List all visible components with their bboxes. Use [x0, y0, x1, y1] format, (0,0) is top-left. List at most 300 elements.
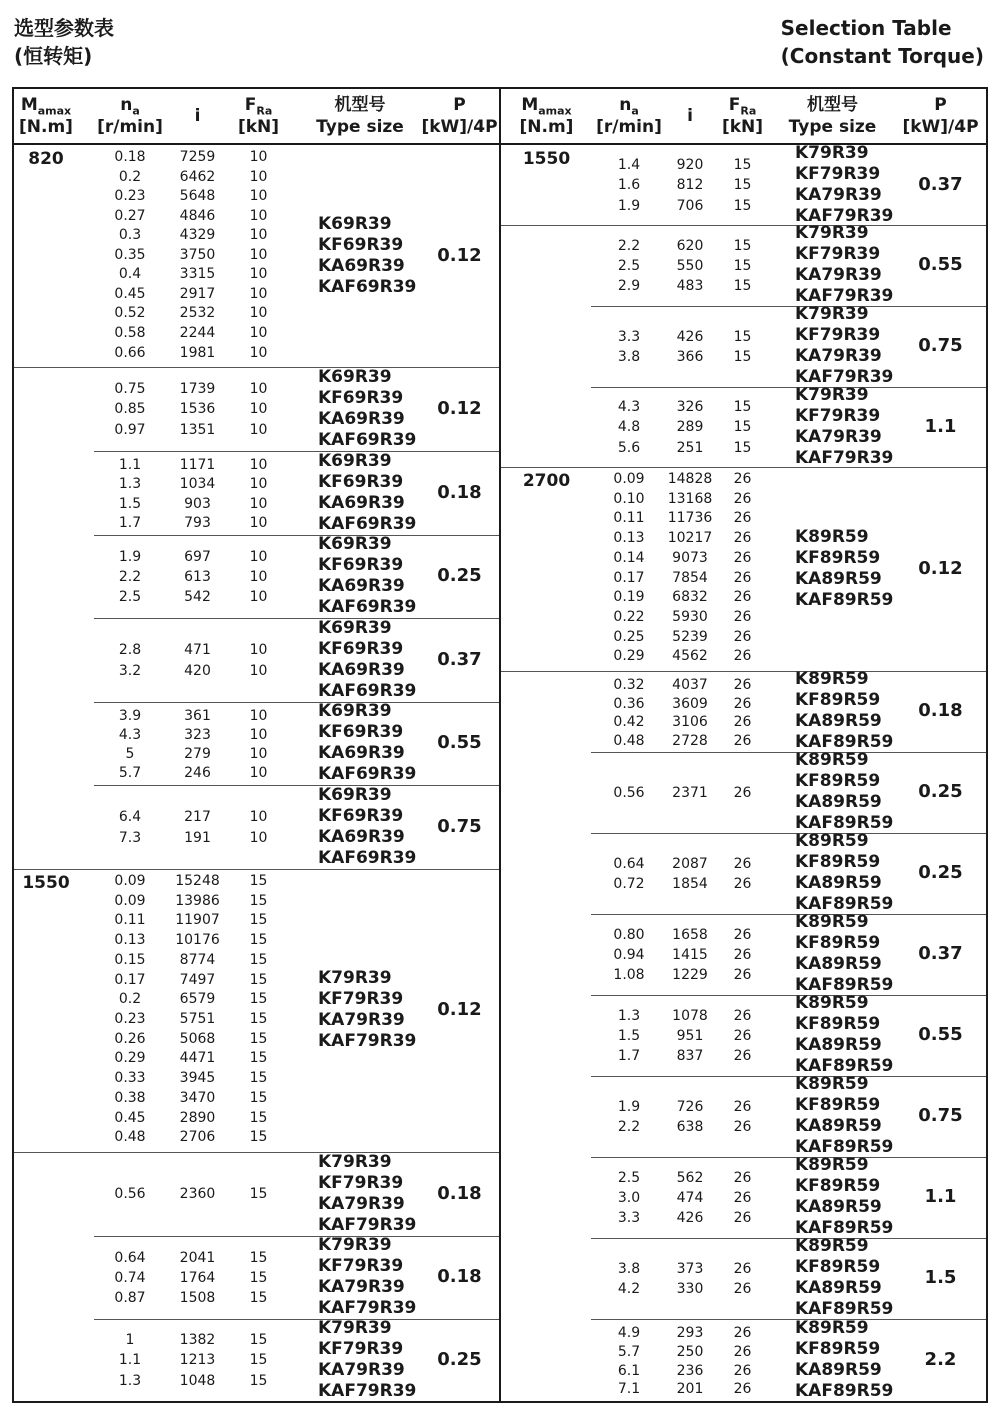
ratio: 217: [184, 809, 211, 826]
output-speed: 0.72: [613, 876, 645, 892]
ratio: 4037: [672, 677, 708, 693]
output-speed: 4.9: [617, 1325, 641, 1341]
ratio: 191: [184, 829, 211, 846]
type-size: KAF89R59: [795, 1056, 894, 1076]
type-size: KAF69R39: [318, 764, 417, 784]
header-subscript: amax: [37, 104, 72, 118]
type-size: KF89R59: [795, 690, 881, 710]
ratio: 7854: [672, 569, 708, 586]
header-text: [N.m]: [19, 117, 73, 137]
type-size: KA79R39: [795, 346, 882, 366]
radial-load: 10: [249, 727, 268, 743]
header-text: 机型号: [334, 95, 386, 115]
header-text: Type size: [316, 117, 404, 137]
type-size-list: [318, 1318, 416, 1402]
ratio: 361: [184, 708, 211, 724]
header-text: i: [687, 106, 693, 126]
column-header-line: [21, 94, 71, 116]
radial-load: 10: [249, 207, 268, 224]
ratio: 10176: [175, 932, 220, 949]
column-header-m: [14, 89, 78, 143]
radial-load: 15: [733, 157, 752, 174]
output-speed: 5.7: [118, 765, 142, 781]
output-speed: 3.0: [617, 1189, 641, 1206]
output-speed: 0.2: [118, 168, 142, 185]
type-size: KF89R59: [795, 1257, 881, 1277]
header-rule: [501, 143, 986, 145]
ratio: 2087: [672, 855, 708, 872]
type-size: KAF69R39: [318, 847, 417, 868]
group-divider: [94, 785, 499, 786]
motor-power: 0.12: [918, 557, 963, 579]
output-speed: 0.32: [613, 677, 645, 693]
radial-load: 26: [733, 1260, 752, 1277]
output-speed: 0.27: [114, 207, 146, 224]
type-size-list: [318, 534, 416, 618]
output-speed: 0.58: [114, 324, 146, 341]
type-size: KAF69R39: [318, 513, 417, 534]
type-size: K89R59: [795, 993, 869, 1013]
output-speed: 3.2: [118, 662, 142, 679]
output-speed: 0.64: [114, 1249, 146, 1266]
motor-power: 0.37: [918, 943, 963, 964]
output-speed: 2.8: [118, 642, 142, 659]
output-speed: 0.85: [114, 401, 146, 418]
title-cn: 选型参数表: [14, 16, 114, 40]
ratio: 793: [184, 514, 211, 531]
column-header-line: [520, 116, 574, 138]
type-size: KA69R39: [318, 826, 405, 847]
type-size: KF79R39: [795, 163, 881, 184]
radial-load: 15: [249, 892, 268, 909]
type-size: KA89R59: [795, 1359, 882, 1380]
radial-load: 26: [733, 1325, 752, 1341]
ratio: 5751: [179, 1011, 216, 1027]
output-speed: 0.87: [114, 1290, 146, 1307]
type-size: KAF89R59: [795, 589, 894, 610]
motor-power: 1.1: [924, 1186, 957, 1207]
motor-power: 0.12: [437, 244, 482, 266]
output-speed: 0.17: [613, 569, 645, 586]
column-header-na: [597, 89, 661, 143]
ratio: 2371: [672, 784, 708, 801]
radial-load: 10: [249, 246, 268, 263]
output-speed: 0.64: [613, 855, 645, 872]
output-speed: 1.3: [617, 1007, 641, 1024]
type-size: KAF79R39: [795, 447, 894, 468]
type-size: KF89R59: [795, 852, 881, 872]
output-speed: 0.36: [613, 695, 645, 712]
type-size: KF79R39: [318, 1338, 404, 1359]
column-header-type: [300, 89, 420, 143]
type-size: K89R59: [795, 526, 869, 547]
output-speed: 4.3: [617, 399, 641, 416]
output-speed: 0.29: [613, 648, 645, 665]
motor-power: 0.25: [918, 862, 963, 883]
radial-load: 10: [249, 514, 268, 531]
radial-load: 10: [249, 589, 268, 606]
radial-load: 15: [733, 257, 752, 274]
type-size-list: [318, 1235, 416, 1319]
ratio: 542: [184, 589, 211, 606]
ratio: 1034: [179, 476, 216, 493]
column-header-type: [770, 89, 895, 143]
ratio: 1382: [179, 1332, 216, 1348]
column-header-p: [422, 89, 497, 143]
ratio: 5239: [672, 628, 708, 645]
output-speed: 0.22: [613, 608, 645, 625]
type-size: K69R39: [318, 784, 392, 805]
type-size-list: [795, 750, 893, 834]
output-speed: 6.1: [617, 1362, 641, 1379]
type-size: K89R59: [795, 912, 869, 932]
output-speed: 1.6: [617, 177, 641, 194]
type-size-list: [795, 1318, 893, 1402]
radial-load: 26: [733, 1098, 752, 1115]
ratio: 550: [676, 257, 704, 274]
output-speed: 4.8: [617, 419, 641, 436]
output-speed: 0.2: [118, 991, 142, 1008]
header-text: n: [619, 95, 632, 115]
ratio: 2244: [179, 324, 216, 341]
radial-load: 15: [249, 1129, 268, 1146]
output-speed: 1.9: [617, 1098, 641, 1115]
type-size-list: [318, 968, 416, 1052]
type-size: KA79R39: [318, 1010, 405, 1030]
column-header-na: [97, 89, 163, 143]
ratio: 613: [184, 568, 211, 585]
output-speed: 3.8: [617, 1260, 641, 1277]
type-size: K79R39: [795, 384, 869, 405]
output-speed: 0.45: [114, 285, 146, 302]
type-size: KF79R39: [795, 325, 881, 345]
ratio: 326: [676, 399, 704, 416]
ratio: 420: [184, 662, 211, 679]
column-header-line: [934, 94, 946, 116]
group-divider: [94, 535, 499, 536]
ratio: 1739: [179, 381, 216, 398]
header-text: [kN]: [721, 117, 764, 137]
radial-load: 26: [733, 1281, 752, 1297]
output-speed: 0.48: [613, 732, 645, 749]
output-speed: 7.3: [118, 829, 142, 846]
radial-load: 15: [249, 1332, 268, 1348]
column-header-fra: [235, 89, 282, 143]
radial-load: 15: [249, 932, 268, 949]
ratio: 1078: [672, 1007, 708, 1024]
radial-load: 15: [249, 991, 268, 1008]
type-size: KF79R39: [318, 1172, 404, 1193]
ratio: 4471: [179, 1050, 216, 1067]
type-size-list: [795, 912, 893, 996]
ratio: 1854: [672, 876, 708, 892]
radial-load: 26: [733, 628, 752, 645]
type-size: K69R39: [318, 534, 392, 554]
radial-load: 10: [249, 381, 268, 398]
type-size: K89R59: [795, 1074, 869, 1094]
type-size: KA79R39: [795, 426, 882, 447]
type-size: KAF89R59: [795, 894, 894, 914]
type-size: K69R39: [318, 701, 392, 721]
type-size: KAF79R39: [795, 367, 894, 387]
type-size-list: [795, 669, 893, 753]
type-size: KA89R59: [795, 954, 882, 974]
ratio: 920: [676, 157, 704, 174]
header-text: [kW]/4P: [421, 117, 498, 137]
radial-load: 10: [249, 829, 268, 846]
type-size: KA69R39: [318, 659, 405, 680]
output-speed: 0.29: [114, 1050, 146, 1067]
radial-load: 26: [733, 589, 752, 606]
ratio: 2041: [179, 1249, 216, 1266]
output-speed: 0.42: [613, 714, 645, 730]
group-divider: [591, 387, 986, 388]
radial-load: 10: [249, 708, 268, 724]
header-text: P: [453, 95, 466, 115]
torque-value: 1550: [522, 149, 571, 169]
radial-load: 15: [733, 197, 752, 214]
type-size-list: [795, 223, 893, 307]
radial-load: 26: [733, 946, 752, 963]
radial-load: 15: [249, 1011, 268, 1027]
group-divider: [591, 1076, 986, 1077]
type-size: KA69R39: [318, 408, 405, 429]
ratio: 4562: [672, 648, 708, 665]
ratio: 366: [676, 349, 704, 365]
type-size: KAF79R39: [318, 1031, 417, 1051]
column-header-line: [19, 116, 73, 138]
type-size-list: [318, 701, 416, 785]
ratio: 13986: [175, 892, 220, 909]
ratio: 3609: [672, 695, 708, 712]
radial-load: 26: [733, 608, 752, 625]
radial-load: 10: [249, 568, 268, 585]
type-size: KF89R59: [795, 1014, 881, 1034]
header-text: F: [244, 95, 257, 115]
radial-load: 26: [733, 1169, 752, 1186]
ratio: 6462: [179, 168, 216, 185]
type-size: K79R39: [795, 142, 869, 163]
ratio: 201: [676, 1381, 704, 1398]
radial-load: 15: [249, 1186, 268, 1203]
output-speed: 3.9: [118, 708, 142, 724]
type-size: KA89R59: [795, 873, 882, 893]
column-header-line: [195, 105, 201, 127]
radial-load: 10: [249, 746, 268, 762]
output-speed: 3.8: [617, 349, 641, 365]
type-size: KF89R59: [795, 1338, 881, 1359]
ratio: 3945: [179, 1070, 216, 1087]
ratio: 289: [676, 419, 704, 436]
radial-load: 10: [249, 149, 268, 165]
group-divider: [501, 671, 986, 672]
header-subscript: a: [631, 104, 639, 118]
ratio: 13168: [667, 490, 713, 507]
output-speed: 2.5: [617, 1169, 641, 1186]
radial-load: 26: [733, 732, 752, 749]
type-size-list: [795, 993, 893, 1077]
panel-divider: [499, 87, 501, 1403]
radial-load: 10: [249, 421, 268, 438]
type-size: KAF69R39: [318, 680, 417, 701]
ratio: 330: [676, 1281, 704, 1297]
radial-load: 10: [249, 548, 268, 565]
radial-load: 15: [733, 439, 752, 456]
header-left: [14, 14, 114, 70]
output-speed: 1.1: [118, 457, 142, 473]
group-divider: [94, 1236, 499, 1237]
output-speed: 0.09: [114, 892, 146, 909]
output-speed: 0.48: [114, 1129, 146, 1146]
type-size: KA89R59: [795, 1035, 882, 1055]
type-size: KF69R39: [318, 638, 404, 659]
radial-load: 15: [733, 349, 752, 365]
ratio: 706: [676, 197, 704, 214]
radial-load: 26: [733, 510, 752, 527]
type-size: K79R39: [318, 968, 392, 988]
ratio: 251: [676, 439, 704, 456]
ratio: 6579: [179, 991, 216, 1008]
column-header-line: [807, 94, 858, 116]
output-speed: 1.1: [118, 1352, 142, 1369]
output-speed: 0.11: [613, 510, 645, 527]
type-size: KA69R39: [318, 576, 405, 596]
ratio: 812: [676, 177, 704, 194]
radial-load: 26: [733, 569, 752, 586]
radial-load: 26: [733, 695, 752, 712]
radial-load: 26: [733, 1189, 752, 1206]
header-right: [781, 14, 984, 70]
ratio: 5648: [179, 188, 216, 205]
output-speed: 0.38: [114, 1089, 146, 1106]
motor-power: 0.12: [437, 999, 482, 1020]
header-text: P: [934, 95, 947, 115]
type-size: KA89R59: [795, 1278, 882, 1298]
type-size: KAF79R39: [318, 1380, 417, 1401]
type-size-list: [795, 1155, 893, 1239]
radial-load: 10: [249, 344, 268, 361]
column-header-line: [245, 94, 273, 116]
type-size: KAF89R59: [795, 1380, 894, 1401]
ratio: 4329: [179, 227, 216, 244]
type-size: KA89R59: [795, 711, 882, 731]
type-size-list: [318, 367, 416, 451]
type-size: KA79R39: [795, 265, 882, 285]
type-size: K69R39: [318, 366, 392, 387]
ratio: 1351: [179, 421, 216, 438]
type-size: K69R39: [318, 617, 392, 638]
output-speed: 3.3: [617, 328, 641, 345]
header-rule: [14, 143, 499, 145]
output-speed: 0.33: [114, 1070, 146, 1087]
type-size: K89R59: [795, 669, 869, 689]
output-speed: 0.13: [613, 530, 645, 547]
output-speed: 0.75: [114, 381, 146, 398]
type-size: KAF89R59: [795, 1137, 894, 1157]
header-text: [kW]/4P: [902, 117, 979, 137]
column-header-line: [902, 116, 978, 138]
output-speed: 1.5: [617, 1027, 641, 1044]
output-speed: 0.94: [613, 946, 645, 963]
group-divider: [501, 467, 986, 468]
ratio: 8774: [179, 951, 216, 968]
type-size: KA89R59: [795, 1197, 882, 1217]
ratio: 6832: [672, 589, 708, 606]
output-speed: 1.9: [617, 197, 641, 214]
output-speed: 0.23: [114, 1011, 146, 1027]
ratio: 250: [676, 1343, 704, 1360]
radial-load: 10: [249, 809, 268, 826]
header-subscript: amax: [538, 104, 572, 118]
output-speed: 2.2: [617, 237, 641, 254]
output-speed: 1.3: [118, 1372, 142, 1389]
column-header-line: [596, 116, 662, 138]
radial-load: 26: [733, 876, 752, 892]
type-size-list: [318, 214, 416, 298]
type-size: KF69R39: [318, 805, 404, 826]
output-speed: 0.14: [613, 549, 645, 566]
type-size: KAF69R39: [318, 597, 417, 617]
type-size: K79R39: [318, 1151, 392, 1172]
type-size-list: [795, 385, 893, 469]
radial-load: 15: [249, 1109, 268, 1126]
radial-load: 26: [733, 1343, 752, 1360]
ratio: 15248: [175, 873, 220, 889]
type-size: KF79R39: [318, 989, 404, 1009]
type-size: KF89R59: [795, 1176, 881, 1196]
radial-load: 15: [249, 1249, 268, 1266]
column-header-i: [170, 89, 225, 143]
motor-power: 0.37: [437, 648, 482, 670]
output-speed: 2.5: [617, 257, 641, 274]
ratio: 293: [676, 1325, 704, 1341]
motor-power: 0.75: [437, 815, 482, 837]
radial-load: 10: [249, 662, 268, 679]
output-speed: 1.7: [118, 514, 142, 531]
type-size: KAF89R59: [795, 1218, 894, 1238]
radial-load: 15: [733, 278, 752, 295]
radial-load: 10: [249, 457, 268, 473]
type-size: KA69R39: [318, 492, 405, 513]
header-text: Type size: [788, 117, 877, 137]
radial-load: 26: [733, 1119, 752, 1135]
output-speed: 0.25: [613, 628, 645, 645]
ratio: 7259: [179, 149, 216, 165]
type-size: KA79R39: [318, 1277, 405, 1297]
ratio: 2532: [179, 305, 216, 322]
ratio: 620: [676, 237, 704, 254]
output-speed: 5.7: [617, 1343, 641, 1360]
type-size: K69R39: [318, 213, 392, 234]
output-speed: 0.74: [114, 1269, 146, 1286]
ratio: 1981: [179, 344, 216, 361]
motor-power: 0.55: [918, 1024, 963, 1045]
output-speed: 0.66: [114, 344, 146, 361]
ratio: 1658: [672, 926, 708, 943]
type-size: KAF69R39: [318, 276, 417, 297]
output-speed: 6.4: [118, 809, 142, 826]
ratio: 373: [676, 1260, 704, 1277]
motor-power: 0.55: [918, 254, 963, 275]
ratio: 726: [676, 1098, 704, 1115]
header-text: M: [521, 95, 539, 115]
type-size: KF69R39: [318, 555, 404, 575]
type-size: KF89R59: [795, 1095, 881, 1115]
ratio: 5930: [672, 608, 708, 625]
output-speed: 0.80: [613, 926, 645, 943]
radial-load: 26: [733, 1381, 752, 1398]
type-size: K89R59: [795, 750, 869, 770]
